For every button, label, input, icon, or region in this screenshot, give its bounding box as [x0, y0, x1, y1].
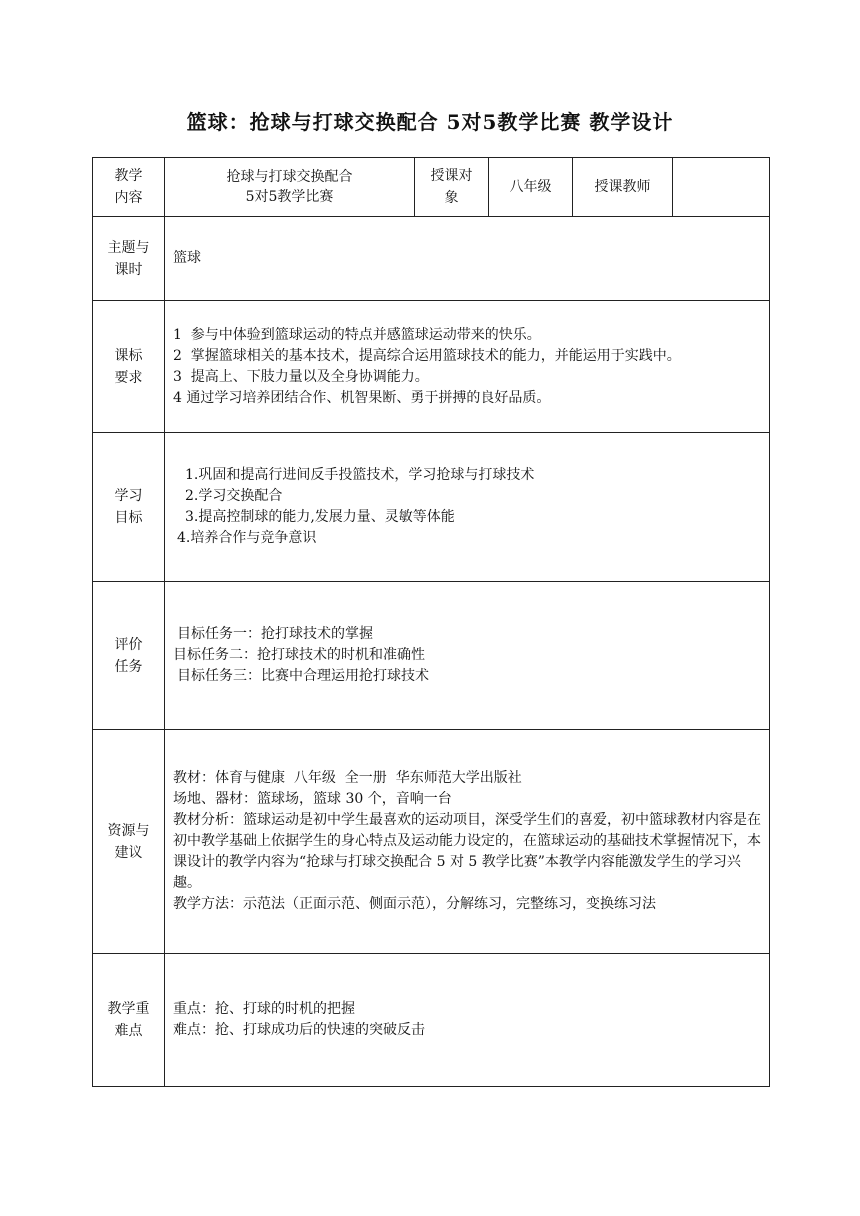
target-label-text: 授课对 象	[430, 168, 473, 206]
objectives-line: 3.提高控制球的能力,发展力量、灵敏等体能	[185, 509, 455, 525]
key-points-row	[93, 954, 770, 1087]
evaluation-line: 目标任务一：抢打球技术的掌握	[177, 626, 373, 642]
topic-row	[93, 217, 770, 301]
standards-label	[93, 301, 165, 433]
topic-label	[93, 217, 165, 301]
standards-label-text: 课标 要求	[114, 347, 143, 386]
evaluation-label-text: 评价 任务	[114, 636, 143, 675]
resources-line: 教材分析：篮球运动是初中学生最喜欢的运动项目，深受学生们的喜爱，初中篮球教材内容是在初中教学基础上依据学生的身心特点及运动能力设定的，在篮球运动的基础技术掌握情况下，本课设计的教学内容为“抢球与打球交换配合 5 对 5 教学比赛”本教学内容能激发学生的学习兴趣。	[173, 812, 761, 891]
lesson-plan-table	[92, 157, 770, 1087]
document-title: 篮球：抢球与打球交换配合 5对5教学比赛 教学设计	[186, 110, 674, 134]
standards-line: 4 通过学习培养团结合作、机智果断、勇于拼搏的良好品质。	[173, 389, 551, 406]
objectives-line: 2.学习交换配合	[185, 488, 283, 504]
content-line: 抢球与打球交换配合	[226, 169, 353, 185]
evaluation-line: 目标任务三：比赛中合理运用抢打球技术	[177, 668, 429, 684]
key-points-label	[93, 954, 165, 1087]
key-points-label-text: 教学重 难点	[107, 1001, 150, 1039]
standards-line: 3 提高上、下肢力量以及全身协调能力。	[173, 368, 429, 385]
resources-row	[93, 730, 770, 954]
standards-line: 1 参与中体验到篮球运动的特点并感篮球运动带来的快乐。	[173, 326, 541, 343]
resources-line: 教材：体育与健康 八年级 全一册 华东师范大学出版社	[173, 770, 522, 786]
target-label	[415, 158, 489, 217]
evaluation-row	[93, 582, 770, 730]
standards-row	[93, 301, 770, 433]
resources-content	[165, 730, 770, 954]
teacher-label: 授课教师	[573, 158, 673, 217]
objectives-label	[93, 433, 165, 582]
content-label-text: 教学 内容	[114, 168, 143, 206]
objectives-line: 1.巩固和提高行进间反手投篮技术，学习抢球与打球技术	[185, 467, 535, 483]
key-points-line: 难点：抢、打球成功后的快速的突破反击	[173, 1022, 425, 1038]
objectives-label-text: 学习 目标	[114, 488, 143, 526]
content-value	[165, 158, 415, 217]
evaluation-line: 目标任务二：抢打球技术的时机和准确性	[173, 647, 425, 663]
evaluation-content	[165, 582, 770, 730]
topic-label-text: 主题与 课时	[107, 239, 150, 278]
content-label	[93, 158, 165, 217]
resources-line: 场地、器材：篮球场，篮球 30 个，音响一台	[173, 791, 452, 807]
objectives-row	[93, 433, 770, 582]
objectives-line: 4.培养合作与竞争意识	[177, 530, 317, 546]
header-row	[93, 158, 770, 217]
standards-content	[165, 301, 770, 433]
target-value: 八年级	[489, 158, 573, 217]
resources-label-text: 资源与 建议	[107, 822, 150, 861]
resources-label	[93, 730, 165, 954]
teacher-value	[673, 158, 770, 217]
key-points-line: 重点：抢、打球的时机的把握	[173, 1001, 355, 1017]
topic-value: 篮球	[165, 217, 770, 301]
resources-line: 教学方法：示范法（正面示范、侧面示范），分解练习，完整练习，变换练习法	[173, 896, 656, 912]
evaluation-label	[93, 582, 165, 730]
standards-line: 2 掌握篮球相关的基本技术，提高综合运用篮球技术的能力，并能运用于实践中。	[173, 347, 681, 364]
content-line: 5对5教学比赛	[245, 189, 334, 205]
objectives-content	[165, 433, 770, 582]
key-points-content	[165, 954, 770, 1087]
